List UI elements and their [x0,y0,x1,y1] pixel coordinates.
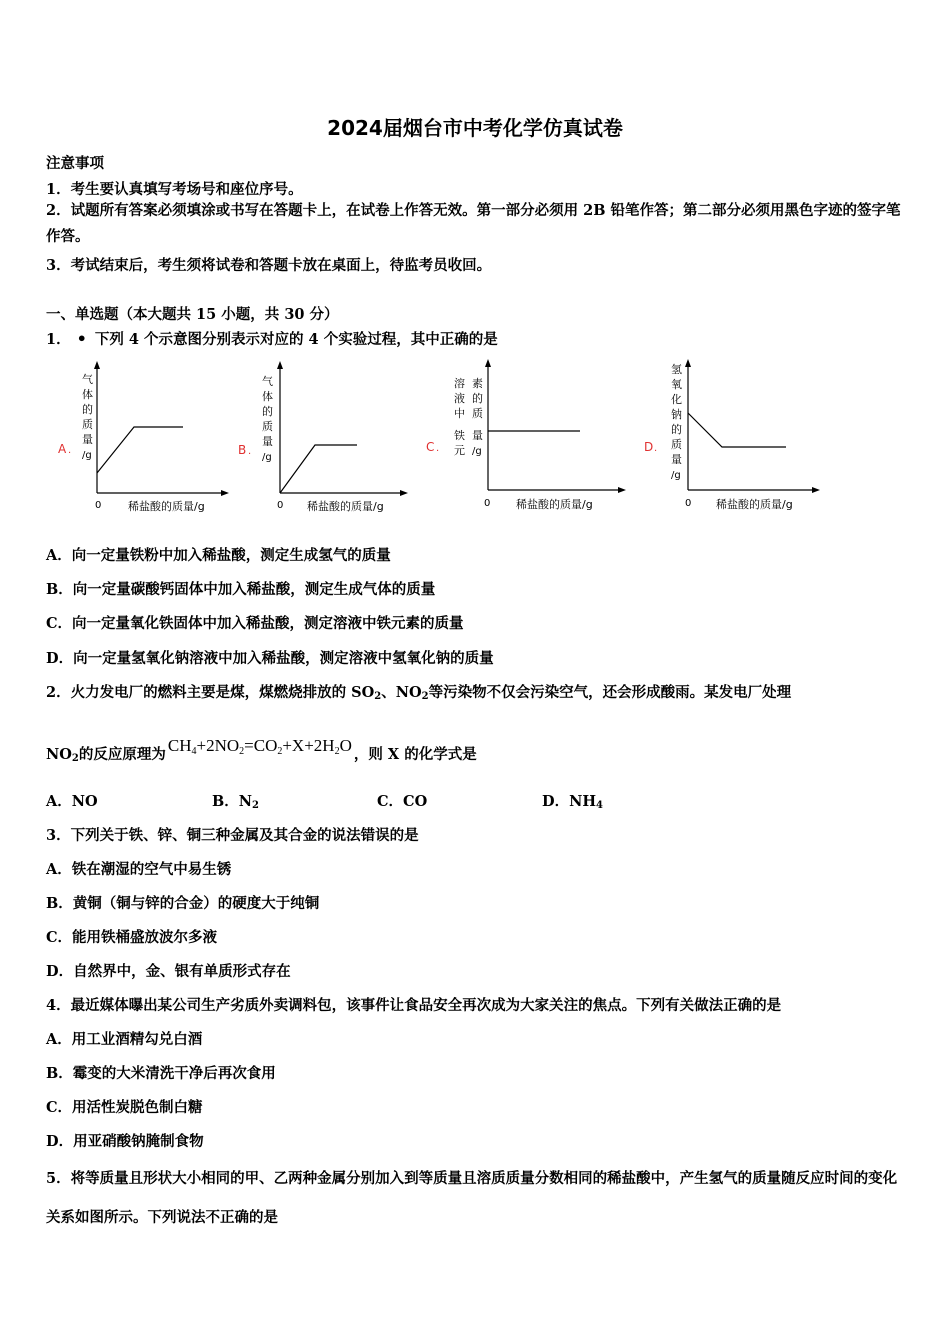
svg-text:量: 量 [472,429,483,442]
svg-text:中: 中 [454,407,465,420]
svg-text:.: . [436,443,440,454]
svg-text:质: 质 [82,418,93,431]
q1-option-a: A．向一定量铁粉中加入稀盐酸，测定生成氢气的质量 [46,547,391,564]
q1-option-d: D．向一定量氢氧化钠溶液中加入稀盐酸，测定溶液中氢氧化钠的质量 [46,650,494,667]
notice-heading: 注意事项 [46,155,104,172]
svg-text:.: . [68,445,72,456]
q5-stem: 5．将等质量且形状大小相同的甲、乙两种金属分别加入到等质量且溶质质量分数相同的稀盐酸中，产生氢气的质量随反应时间的变化关系如图所示。下列说法不正确的是 [46,1170,898,1226]
svg-text:液: 液 [454,392,465,405]
svg-text:0: 0 [95,500,102,511]
q4-option-c: C．用活性炭脱色制白糖 [46,1099,203,1116]
q2-formula: CH4+2NO2=CO2+X+2H2O [167,736,352,757]
graph-d-xlabel: 稀盐酸的质量/g [716,498,793,511]
graph-b-label: B [238,443,247,457]
q1-number: 1． [46,331,71,348]
q4-option-d: D．用亚硝酸钠腌制食物 [46,1133,204,1150]
svg-text:体: 体 [82,388,93,401]
graph-d [644,359,820,511]
svg-text:/g: /g [262,452,272,463]
graph-b-xlabel: 稀盐酸的质量/g [307,500,384,513]
graph-d-curve [688,413,786,447]
svg-text:氢: 氢 [671,363,682,376]
graph-b-curve [280,445,357,493]
svg-text:溶: 溶 [454,377,465,390]
svg-text:质: 质 [262,420,273,433]
q4-option-b: B．霉变的大米清洗干净后再次食用 [46,1065,276,1082]
svg-text:体: 体 [262,390,273,403]
svg-text:质: 质 [671,438,682,451]
q2-stem-line1: 2．火力发电厂的燃料主要是煤，煤燃烧排放的 $SO_2$、$NO_2$等污染物不仅会污染空气，还会形成酸雨。某发电厂处理 [46,684,792,702]
q3-option-a: A．铁在潮湿的空气中易生锈 [46,861,232,878]
graph-a [58,361,229,513]
svg-text:/g: /g [671,470,681,481]
q3-option-d: D．自然界中，金、银有单质形式存在 [46,963,291,980]
q2-stem-line2: $NO_2$的反应原理为 CH4+2NO2=CO2+X+2H2O ，则 X 的化学式是 [46,736,477,764]
graph-c-label: C [426,440,435,454]
svg-text:的: 的 [671,423,682,436]
svg-text:.: . [654,443,658,454]
svg-text:质: 质 [472,407,483,420]
svg-text:气: 气 [262,375,273,388]
q1-option-b: B．向一定量碳酸钙固体中加入稀盐酸，测定生成气体的质量 [46,581,436,598]
graph-b [238,361,408,513]
notice-item-1: 1．考生要认真填写考场号和座位序号。 [46,181,303,198]
q1-option-c: C．向一定量氧化铁固体中加入稀盐酸，测定溶液中铁元素的质量 [46,615,464,632]
q2-option-a: A．NO [46,793,98,810]
q4-stem: 4．最近媒体曝出某公司生产劣质外卖调料包，该事件让食品安全再次成为大家关注的焦点。下列有关做法正确的是 [46,997,782,1014]
graph-c [426,359,626,511]
q3-option-b: B．黄铜（铜与锌的合金）的硬度大于纯铜 [46,895,320,912]
svg-text:氧: 氧 [671,378,682,391]
q2-option-b: B．$N_2$ [212,793,259,811]
q2-option-c: C．CO [377,793,428,810]
graph-a-label: A [58,442,67,456]
q1-graphs [0,355,950,520]
q3-stem: 3．下列关于铁、锌、铜三种金属及其合金的说法错误的是 [46,827,419,844]
svg-text:元: 元 [454,444,465,457]
svg-text:0: 0 [277,500,284,511]
svg-text:量: 量 [262,435,273,448]
svg-text:化: 化 [671,393,682,406]
graph-a-curve [97,427,183,473]
q1-stem-text: 下列 4 个示意图分别表示对应的 4 个实验过程，其中正确的是 [94,331,498,348]
graph-d-label: D [644,440,654,454]
q1-stem [46,328,498,349]
svg-text:素: 素 [472,377,483,390]
svg-text:0: 0 [484,498,491,509]
graph-a-xlabel: 稀盐酸的质量/g [128,500,205,513]
svg-text:量: 量 [671,453,682,466]
svg-text:的: 的 [82,403,93,416]
svg-text:的: 的 [472,392,483,405]
section-heading: 一、单选题（本大题共 15 小题，共 30 分） [46,306,339,323]
svg-text:的: 的 [262,405,273,418]
q2-option-d: D．$NH_4$ [542,793,603,811]
svg-text:0: 0 [685,498,692,509]
svg-text:/g: /g [82,450,92,461]
svg-text:/g: /g [472,446,482,457]
svg-text:气: 气 [82,373,93,386]
svg-text:.: . [248,446,252,457]
graph-c-xlabel: 稀盐酸的质量/g [516,498,593,511]
notice-item-2: 2．试题所有答案必须填涂或书写在答题卡上，在试卷上作答无效。第一部分必须用 2B 铅笔作答；第二部分必须用黑色字迹的签字笔作答。 [46,202,901,245]
svg-text:铁: 铁 [454,429,465,442]
q3-option-c: C．能用铁桶盛放波尔多液 [46,929,218,946]
notice-item-3: 3．考试结束后，考生须将试卷和答题卡放在桌面上，待监考员收回。 [46,257,492,274]
bullet-icon: • [76,329,87,348]
q4-option-a: A．用工业酒精勾兑白酒 [46,1031,203,1048]
svg-text:钠: 钠 [671,408,682,421]
page-title: 2024届烟台市中考化学仿真试卷 [327,116,623,140]
svg-text:量: 量 [82,433,93,446]
